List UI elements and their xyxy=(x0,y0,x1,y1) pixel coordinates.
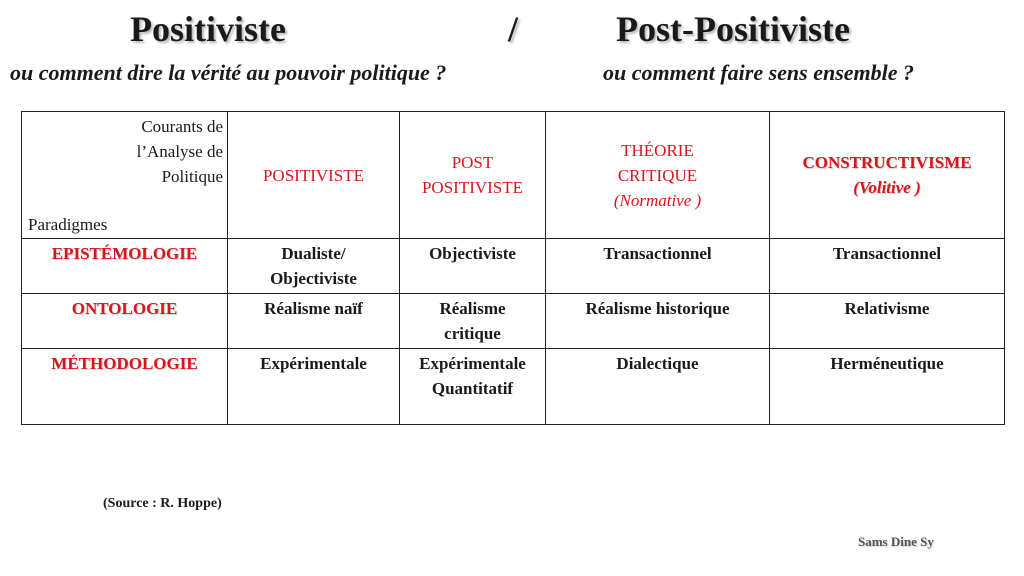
cell-line: critique xyxy=(444,324,501,343)
row-label-methodologie: MÉTHODOLOGIE xyxy=(22,349,228,425)
table-cell: Dialectique xyxy=(546,349,770,425)
corner-cell xyxy=(22,112,228,239)
table-row-ontologie xyxy=(22,294,1005,349)
table-cell: Transactionnel xyxy=(546,239,770,294)
column-header-line: THÉORIE xyxy=(621,140,694,160)
table-cell: Réalisme historique xyxy=(546,294,770,349)
column-header-line: POST xyxy=(451,153,494,172)
column-header-line: CONSTRUCTIVISME xyxy=(802,153,972,172)
cell-line: Expérimentale xyxy=(419,354,526,373)
column-header-subtitle: (Normative ) xyxy=(613,190,702,210)
column-header-subtitle: (Volitive ) xyxy=(853,178,921,197)
corner-courants-label xyxy=(22,112,227,189)
column-header-line: POSITIVISTE xyxy=(421,178,524,197)
cell-line: Objectiviste xyxy=(270,269,357,288)
title-post-positiviste: Post-Positiviste xyxy=(616,9,850,49)
title-slash: / xyxy=(508,9,519,49)
author-signature: Sams Dine Sy xyxy=(858,534,934,549)
column-header-line: CRITIQUE xyxy=(617,165,698,185)
table-row-epistemologie xyxy=(22,239,1005,294)
subtitle-post-positiviste: ou comment faire sens ensemble ? xyxy=(603,60,915,85)
column-header-theorie-critique xyxy=(546,112,770,239)
row-label-epistemologie: EPISTÉMOLOGIE xyxy=(22,239,228,294)
table-cell: Objectiviste xyxy=(400,239,546,294)
table-row-methodologie xyxy=(22,349,1005,425)
column-header-post-positiviste xyxy=(400,112,546,239)
column-header-line: POSITIVISTE xyxy=(262,165,365,185)
corner-line: Politique xyxy=(161,167,223,186)
table-cell xyxy=(228,239,400,294)
column-header-positiviste xyxy=(228,112,400,239)
table-header-row xyxy=(22,112,1005,239)
corner-line: l’Analyse de xyxy=(136,142,223,161)
paradigms-table xyxy=(21,111,1005,425)
table-cell: Transactionnel xyxy=(770,239,1005,294)
corner-paradigmes-label: Paradigmes xyxy=(28,215,108,234)
table-cell: Relativisme xyxy=(770,294,1005,349)
table-cell: Expérimentale xyxy=(228,349,400,425)
table-cell: Herméneutique xyxy=(770,349,1005,425)
title-positiviste: Positiviste xyxy=(130,9,286,49)
source-citation: (Source : R. Hoppe) xyxy=(103,496,222,511)
cell-line: Quantitatif xyxy=(431,379,514,398)
corner-line: Courants de xyxy=(141,117,223,136)
cell-line: Réalisme xyxy=(439,299,506,318)
subtitle-positiviste: ou comment dire la vérité au pouvoir politique ? xyxy=(10,60,447,85)
table-cell xyxy=(400,294,546,349)
table-cell: Réalisme naïf xyxy=(228,294,400,349)
column-header-constructivisme xyxy=(770,112,1005,239)
cell-line: Dualiste/ xyxy=(281,244,346,263)
table-cell xyxy=(400,349,546,425)
row-label-ontologie: ONTOLOGIE xyxy=(22,294,228,349)
